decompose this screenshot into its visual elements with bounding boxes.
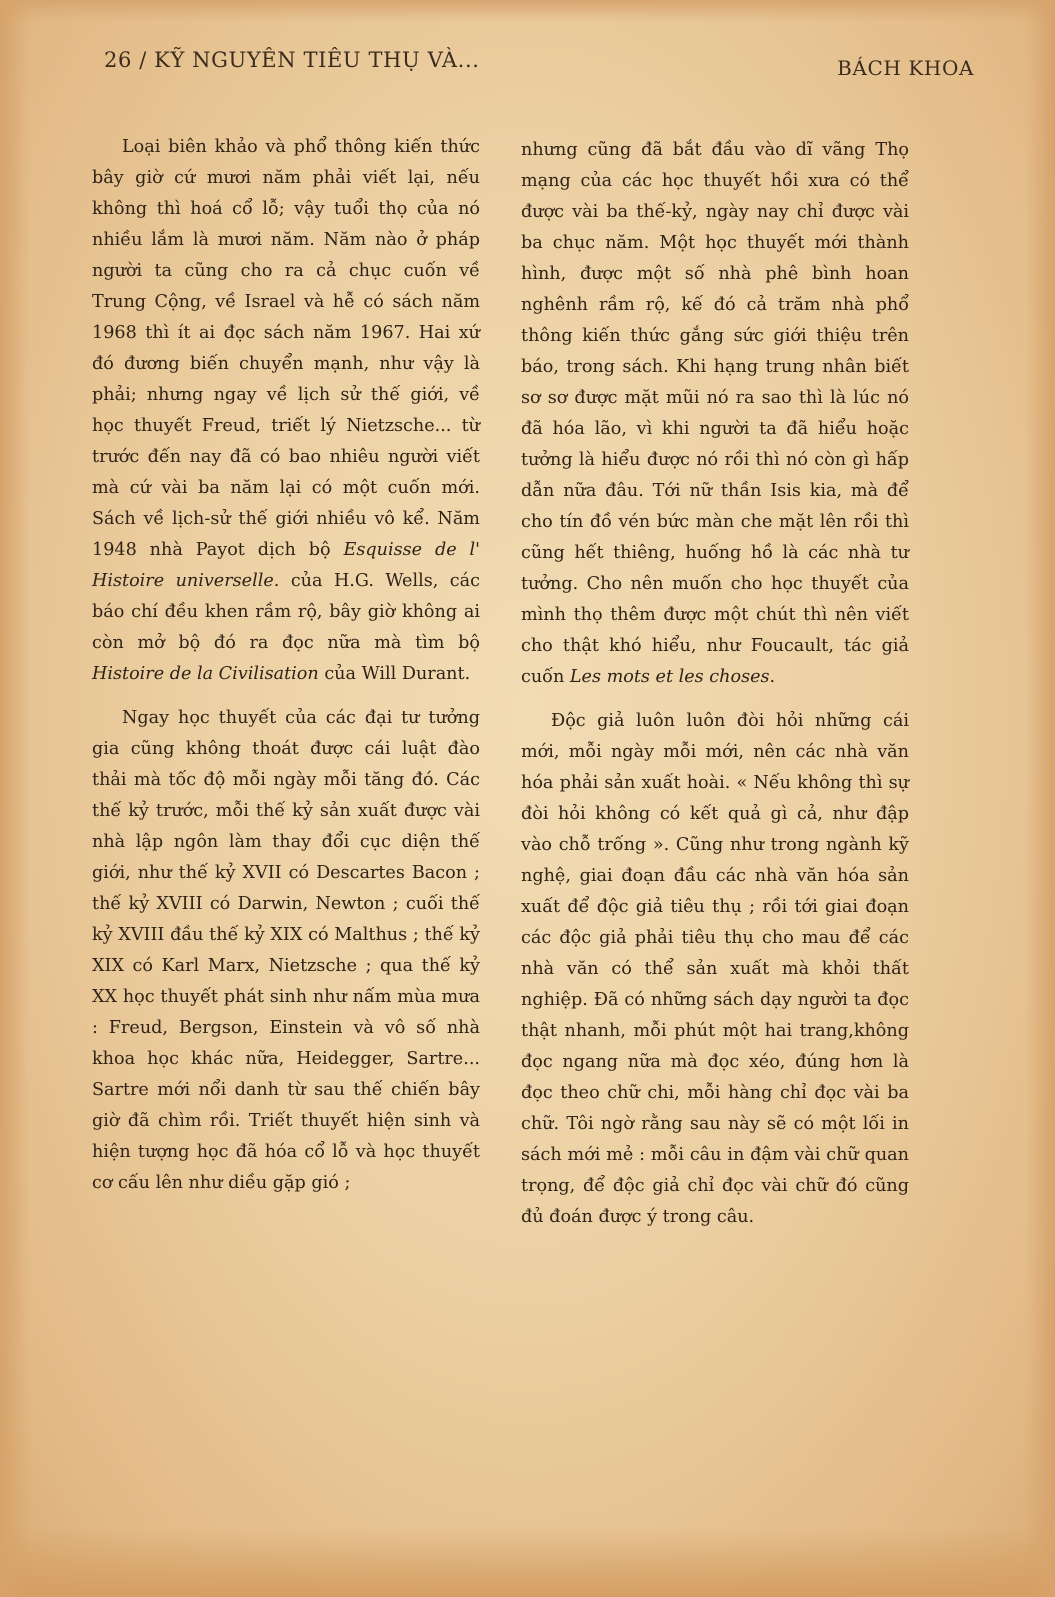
left-column [92, 132, 480, 1212]
right-p1-text-b: . [769, 667, 776, 687]
right-paragraph-1 [521, 135, 909, 693]
paper-edge-top [0, 0, 1055, 22]
paper-edge-left [0, 0, 30, 1597]
paper-edge-bottom [0, 1527, 1055, 1597]
page-number: 26 [104, 48, 132, 72]
right-paragraph-2: Độc giả luôn luôn đòi hỏi những cái mới, mỗi ngày mỗi mới, nên các nhà văn hóa phải sản xuất hoài. « Nếu không thì sự đòi hỏi không có kết quả gì cả, như đập vào chỗ trống ». Cũng như trong ngành kỹ nghệ, giai đoạn đầu các nhà văn hóa sản xuất để độc giả tiêu thụ ; rồi tới giai đoạn các độc giả phải tiêu thụ cho mau để các nhà văn có thể sản xuất mà khỏi thất nghiệp. Đã có những sách dạy người ta đọc thật nhanh, mỗi phút một hai trang,không đọc ngang nữa mà đọc xéo, đúng hơn là đọc theo chữ chi, mỗi hàng chỉ đọc vài ba chữ. Tôi ngờ rằng sau này sẽ có một lối in sách mới mẻ : mỗi câu in đậm vài chữ quan trọng, để độc giả chỉ đọc vài chữ đó cũng đủ đoán được ý trong câu. [521, 711, 909, 1227]
left-paragraph-1 [92, 132, 480, 690]
paper-edge-right [1025, 0, 1055, 1597]
page-header [104, 48, 974, 88]
right-column [521, 135, 909, 1246]
left-p1-text-c: của Will Durant. [318, 664, 471, 684]
running-title: / KỸ NGUYÊN TIÊU THỤ VÀ... [139, 48, 480, 72]
left-p1-text-b: . của H.G. Wells, các báo chí đều khen rầm rộ, bây giờ không ai còn mở bộ đó ra đọc nữa mà tìm bộ [92, 571, 480, 653]
left-p1-text-a: Loại biên khảo và phổ thông kiến thức bây giờ cứ mươi năm phải viết lại, nếu không thì hoá cổ lỗ; vậy tuổi thọ của nó nhiều lắm là mươi năm. Năm nào ở pháp người ta cũng cho ra cả chục cuốn về Trung Cộng, về Israel và hễ có sách năm 1968 thì ít ai đọc sách năm 1967. Hai xứ đó đương biến chuyển mạnh, như vậy là phải; nhưng ngay về lịch sử thế giới, về học thuyết Freud, triết lý Nietzsche... từ trước đến nay đã có bao nhiêu người viết mà cứ vài ba năm lại có một cuốn mới. Sách về lịch-sử thế giới nhiều vô kể. Năm 1948 nhà Payot dịch bộ [92, 137, 480, 560]
book-title-histoire: Histoire de la Civilisation [92, 664, 319, 684]
header-left [104, 48, 480, 72]
magazine-name: BÁCH KHOA [837, 56, 974, 80]
right-p1-text-a: nhưng cũng đã bắt đầu vào dĩ vãng Thọ mạng của các học thuyết hồi xưa có thể được vài ba thế-kỷ, ngày nay chỉ được vài ba chục năm. Một học thuyết mới thành hình, được một số nhà phê bình hoan nghênh rầm rộ, kế đó cả trăm nhà phổ thông kiến thức gắng sức giới thiệu trên báo, trong sách. Khi hạng trung nhân biết sơ sơ được mặt mũi nó ra sao thì là lúc nó đã hóa lão, vì khi người ta đã hiểu hoặc tưởng là hiểu được nó rồi thì nó còn gì hấp dẫn nữa đâu. Tới nữ thần Isis kia, mà để cho tín đồ vén bức màn che mặt lên rồi thì cũng hết thiêng, huống hồ là các nhà tư tưởng. Cho nên muốn cho học thuyết của mình thọ thêm được một chút thì nên viết cho thật khó hiểu, như Foucault, tác giả cuốn [521, 140, 909, 687]
left-paragraph-2: Ngay học thuyết của các đại tư tưởng gia cũng không thoát được cái luật đào thải mà tốc độ mỗi ngày mỗi tăng đó. Các thế kỷ trước, mỗi thế kỷ sản xuất được vài nhà lập ngôn làm thay đổi cục diện thế giới, như thế kỷ XVII có Descartes Bacon ; thế kỷ XVIII có Darwin, Newton ; cuối thế kỷ XVIII đầu thế kỷ XIX có Malthus ; thế kỷ XIX có Karl Marx, Nietzsche ; qua thế kỷ XX học thuyết phát sinh như nấm mùa mưa : Freud, Bergson, Einstein và vô số nhà khoa học khác nữa, Heidegger, Sartre... Sartre mới nổi danh từ sau thế chiến bây giờ đã chìm rồi. Triết thuyết hiện sinh và hiện tượng học đã hóa cổ lỗ và học thuyết cơ cấu lên như diều gặp gió ; [92, 708, 480, 1193]
book-title-esquisse: Esquisse de l' Histoire universelle [92, 540, 480, 591]
book-title-les-mots: Les mots et les choses [569, 667, 770, 687]
